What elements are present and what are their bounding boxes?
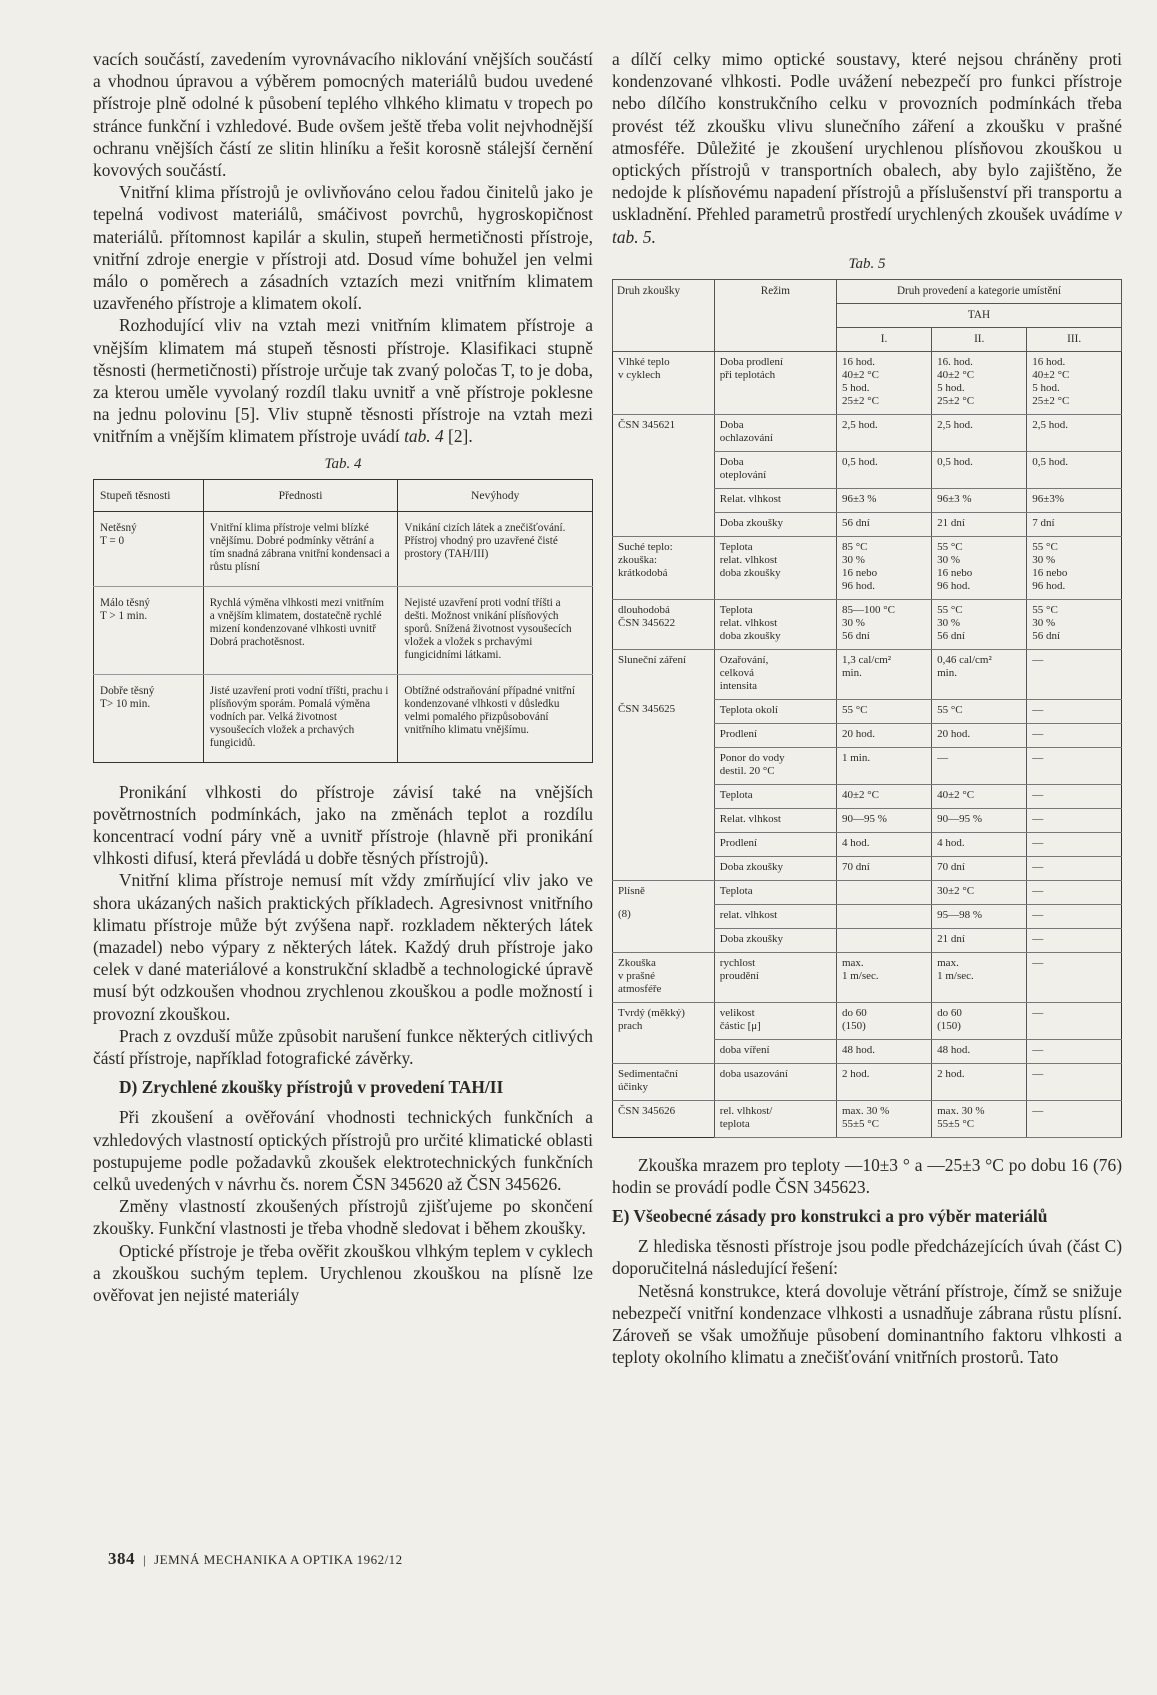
table-cell: (8) [618, 908, 631, 921]
table-cell: relat. vlhkost [714, 904, 836, 928]
table-row [94, 674, 593, 762]
table-cell [836, 928, 931, 952]
table-cell: Sedimentační účinky [613, 1063, 715, 1100]
paragraph: Pronikání vlhkosti do přístroje závisí také na vnějších povětrnostních podmínkách, jako na změnách teplot a rozdílu koncentrací vodní páry vně a uvnitř přístroje (hlavně při pronikání vlhkosti difusí, která převládá u dobře těsných přístrojů). [93, 781, 593, 869]
table-row [613, 1063, 1122, 1100]
table-cell [613, 808, 715, 832]
table-cell: Jisté uzavření proti vodní tříšti, prachu i plísňovým sporám. Pomalá výměna vodních par. Velká životnost vysoušecích vložek a prchavých fungicidů. [203, 674, 398, 762]
table-row [613, 1002, 1122, 1039]
paragraph-text: a dílčí celky mimo optické soustavy, které nejsou chráněny proti kondenzované vlhkosti. Podle uvážení nebezpečí pro funkci přístroje nebo dílčího konstrukčního celku v provozních podmínkách třeba provést též zkoušku vlivu slunečního záření a zkoušku v prašné atmosféře. Důležité je zkoušení urychlenou plísňovou zkouškou u optických přístrojů v transportních obalech, aby bylo zajištěno, že nedojde k plísňovému napadení přístrojů a příslušenství při transportu a uskladnění. Přehled parametrů prostředí urychlených zkoušek uvádíme [612, 49, 1122, 225]
paragraph: Vnitřní klima přístroje nemusí mít vždy zmírňující vliv jako ve shora ukázaných našich praktických příkladech. Agresivnost vnitřního klimatu přístroje může být zvýšena např. rozkladem některých látek (mazadel) nebo výpary z některých látek. Každý druh přístroje jako celek v dané materiálové a konstrukční skladbě a technologické úpravě musí být odzkoušen vhodnou zrychlenou zkouškou a podle možností i provozní zkouškou. [93, 870, 593, 1024]
table-row [613, 1100, 1122, 1137]
table-row [613, 856, 1122, 880]
table-cell: 70 dní [836, 856, 931, 880]
table-cell: Vnitřní klima přístroje velmi blízké vnějšímu. Dobré podmínky větrání a tím snadná zábrana vnitřní kondensaci a růstu plísní [203, 511, 398, 586]
table-cell: — [1027, 699, 1122, 723]
table-row [613, 904, 1122, 928]
table-cell: max. 30 % 55±5 °C [932, 1100, 1027, 1137]
table-row [613, 784, 1122, 808]
table-cell: 55 °C 30 % 16 nebo 96 hod. [932, 536, 1027, 599]
table-cell: 40±2 °C [932, 784, 1027, 808]
table-cell: Prodlení [714, 723, 836, 747]
table-cell: 16 hod. 40±2 °C 5 hod. 25±2 °C [836, 351, 931, 414]
table-cell: 85 °C 30 % 16 nebo 96 hod. [836, 536, 931, 599]
table-cell: max. 1 m/sec. [932, 952, 1027, 1002]
table-cell: Relat. vlhkost [714, 488, 836, 512]
table-cell: 48 hod. [932, 1039, 1027, 1063]
table-cell: Rychlá výměna vlhkosti mezi vnitřním a vnějším klimatem, dostatečně rychlé mizení kondenzované vlhkosti uvnitř Dobrá prachotěsnost. [203, 586, 398, 674]
table-cell: ČSN 345621 [613, 414, 715, 451]
table-cell: — [932, 747, 1027, 784]
table-cell: Suché teplo: zkouška: krátkodobá [613, 536, 715, 599]
table-caption: Tab. 4 [324, 455, 362, 472]
table-cell: — [1027, 928, 1122, 952]
table-cell: Doba ochlazování [714, 414, 836, 451]
table-cell: Teplota [714, 784, 836, 808]
table-cell: 2 hod. [836, 1063, 931, 1100]
paragraph [93, 314, 593, 447]
section-heading: D) Zrychlené zkoušky přístrojů v provedení TAH/II [119, 1077, 504, 1098]
table-cell [836, 904, 931, 928]
table-cell: do 60 (150) [836, 1002, 931, 1039]
table-cell: 0,5 hod. [1027, 451, 1122, 488]
table-cell: Doba zkoušky [714, 512, 836, 536]
column-header: Druh provedení a kategorie umístění [836, 279, 1121, 303]
table-row [613, 451, 1122, 488]
table-cell: Doba oteplování [714, 451, 836, 488]
table-cell: Tvrdý (měkký) prach [613, 1002, 715, 1039]
table-cell: — [1027, 1100, 1122, 1137]
table-cell: 21 dní [932, 512, 1027, 536]
table-cell: Doba zkoušky [714, 928, 836, 952]
table-cell: 1 min. [836, 747, 931, 784]
table-cell: 96±3% [1027, 488, 1122, 512]
table-4 [93, 479, 593, 763]
table-cell: Zkouška v prašné atmosféře [613, 952, 715, 1002]
table-cell: 2,5 hod. [932, 414, 1027, 451]
table-5 [612, 279, 1122, 1138]
table-cell: Dobře těsný T> 10 min. [100, 684, 155, 710]
table-cell: 55 °C 30 % 16 nebo 96 hod. [1027, 536, 1122, 599]
paragraph: Optické přístroje je třeba ověřit zkouškou vlhkým teplem v cyklech a zkouškou suchým teplem. Urychlenou zkouškou na plísně lze ověřovat jen nejisté materiály [93, 1240, 593, 1305]
table-row [613, 512, 1122, 536]
table-row [613, 649, 1122, 699]
table-cell: 48 hod. [836, 1039, 931, 1063]
table-reference: tab. 4 [404, 426, 444, 447]
table-row [613, 1039, 1122, 1063]
table-cell: — [1027, 832, 1122, 856]
paragraph: Z hlediska těsnosti přístroje jsou podle předcházejících úvah (část C) doporučitelná následující řešení: [612, 1236, 1122, 1279]
table-row [613, 414, 1122, 451]
table-cell: 1,3 cal/cm² min. [836, 649, 931, 699]
table-cell [613, 747, 715, 784]
table-cell: Obtížné odstraňování případné vnitřní kondenzované vlhkosti v důsledku velmi pomalého přizpůsobování vnitřního klimatu vnějšímu. [398, 674, 593, 762]
table-cell: Relat. vlhkost [714, 808, 836, 832]
column-header: I. [836, 327, 931, 351]
table-cell: rychlost proudění [714, 952, 836, 1002]
table-cell [613, 1039, 715, 1063]
table-cell [613, 512, 715, 536]
table-cell: Nejisté uzavření proti vodní tříšti a dešti. Možnost vnikání plísňových sporů. Snížená životnost vysoušecích vložek a vložek s prchavými fungicidními látkami. [398, 586, 593, 674]
table-cell [836, 880, 931, 904]
table-cell: doba víření [714, 1039, 836, 1063]
table-row [613, 351, 1122, 414]
table-cell: 96±3 % [836, 488, 931, 512]
table-cell: ČSN 345625 [618, 703, 676, 716]
table-row [613, 488, 1122, 512]
table-cell: 0,5 hod. [836, 451, 931, 488]
table-cell: 4 hod. [836, 832, 931, 856]
table-caption: Tab. 5 [848, 255, 886, 272]
journal-name: JEMNÁ MECHANIKA A OPTIKA 1962/12 [154, 1552, 403, 1567]
table-cell: — [1027, 856, 1122, 880]
table-cell [613, 928, 715, 952]
table-cell: — [1027, 649, 1122, 699]
paragraph: Změny vlastností zkoušených přístrojů zjišťujeme po skončení zkoušky. Funkční vlastnosti je třeba vhodně sledovat i během zkoušky. [93, 1196, 593, 1239]
table-cell: Teplota relat. vlhkost doba zkoušky [714, 536, 836, 599]
table-row [613, 536, 1122, 599]
page-footer: 384 | JEMNÁ MECHANIKA A OPTIKA 1962/12 [108, 1549, 403, 1568]
page-number: 384 [108, 1549, 135, 1568]
left-column [93, 48, 593, 1306]
table-cell: Sluneční záření [613, 649, 715, 699]
table-cell [613, 451, 715, 488]
table-cell: — [1027, 784, 1122, 808]
table-cell: dlouhodobá ČSN 345622 [613, 599, 715, 649]
table-cell: Teplota okolí [714, 699, 836, 723]
table-cell: 7 dní [1027, 512, 1122, 536]
table-cell: max. 1 m/sec. [836, 952, 931, 1002]
table-cell: 95—98 % [932, 904, 1027, 928]
paragraph [612, 48, 1122, 248]
table-row [613, 880, 1122, 904]
table-cell: max. 30 % 55±5 °C [836, 1100, 931, 1137]
table-cell: 96±3 % [932, 488, 1027, 512]
table-cell: — [1027, 723, 1122, 747]
table-cell: 16 hod. 40±2 °C 5 hod. 25±2 °C [1027, 351, 1122, 414]
section-heading: E) Všeobecné zásady pro konstrukci a pro výběr materiálů [612, 1206, 1048, 1227]
table-cell: doba usazování [714, 1063, 836, 1100]
table-cell: 56 dní [836, 512, 931, 536]
table-row [613, 832, 1122, 856]
table-row [613, 723, 1122, 747]
table-cell: 55 °C 30 % 56 dní [932, 599, 1027, 649]
table-cell: ČSN 345626 [613, 1100, 715, 1137]
table-cell: 40±2 °C [836, 784, 931, 808]
table-cell: Prodlení [714, 832, 836, 856]
paragraph-text: Rozhodující vliv na vztah mezi vnitřním klimatem přístroje a vnějším klimatem má stupeň těsnosti přístroje. Klasifikaci stupně těsnosti (hermetičnosti) přístroje určuje tak zvaný poločas T, to je doba, za kterou uměle vyvolaný rozdíl tlaku uvnitř a vně přístroje poklesne na jednu polovinu [5]. Vliv stupně těsnosti přístroje na vztah mezi vnitřním a vnějším klimatem přístroje uvádí [93, 315, 593, 447]
table-cell: 90—95 % [836, 808, 931, 832]
paragraph: Zkouška mrazem pro teploty —10±3 ° a —25±3 °C po dobu 16 (76) hodin se provádí podle ČSN 345623. [612, 1154, 1122, 1198]
table-cell: Vnikání cizích látek a znečišťování. Přístroj vhodný pro uzavřené čisté prostory (TAH/III) [398, 511, 593, 586]
column-header: Druh zkoušky [613, 279, 715, 351]
table-cell: — [1027, 880, 1122, 904]
table-cell [613, 723, 715, 747]
table-cell: 20 hod. [836, 723, 931, 747]
column-header: II. [932, 327, 1027, 351]
table-cell: 16. hod. 40±2 °C 5 hod. 25±2 °C [932, 351, 1027, 414]
table-cell: 21 dní [932, 928, 1027, 952]
table-cell [613, 784, 715, 808]
table-cell: 90—95 % [932, 808, 1027, 832]
table-cell [613, 856, 715, 880]
table-cell: 4 hod. [932, 832, 1027, 856]
column-header: Nevýhody [398, 479, 593, 511]
table-cell [613, 832, 715, 856]
table-cell: Netěsný T = 0 [94, 511, 204, 586]
table-row [613, 928, 1122, 952]
table-cell: Teplota relat. vlhkost doba zkoušky [714, 599, 836, 649]
table-cell: — [1027, 747, 1122, 784]
table-cell: — [1027, 1039, 1122, 1063]
table-cell: 55 °C [932, 699, 1027, 723]
table-cell: — [1027, 1063, 1122, 1100]
paragraph: Netěsná konstrukce, která dovoluje větrání přístroje, čímž se snižuje nebezpečí vnitřní kondenzace vlhkosti a usnadňuje zábrana růstu plísní. Zároveň se však umožňuje působení dominantního faktoru vlhkosti a teploty okolního klimatu a znečišťování vnitřních prostorů. Tato [612, 1280, 1122, 1368]
table-cell: 55 °C 30 % 56 dní [1027, 599, 1122, 649]
table-row [613, 699, 1122, 723]
table-cell: 30±2 °C [932, 880, 1027, 904]
paragraph: Vnitřní klima přístrojů je ovlivňováno celou řadou činitelů jako je tepelná vodivost materiálů, smáčivost povrchů, hygroskopičnost materiálů. přítomnost kapilár a skulin, stupeň hermetičnosti přístroje, vnitřní zdroje energie v přístroji atd. Dosud víme bohužel jen velmi málo o poměrech a zásadních vztazích mezi vnitřním klimatem uzavřeného přístroje a klimatem okolí. [93, 182, 593, 314]
table-cell: 55 °C [836, 699, 931, 723]
column-header: TAH [836, 303, 1121, 327]
table-cell: — [1027, 952, 1122, 1002]
paragraph: Při zkoušení a ověřování vhodnosti technických funkčních a vzhledových vlastností optických přístrojů pro určité klimatické oblasti postupujeme podle požadavků zkoušek elektrotechnických funkčních celků uvedených v návrhu čs. norem ČSN 345620 až ČSN 345626. [93, 1107, 593, 1194]
column-header: Režim [714, 279, 836, 351]
citation: [2]. [448, 426, 473, 447]
table-cell: do 60 (150) [932, 1002, 1027, 1039]
table-cell: 70 dní [932, 856, 1027, 880]
table-cell: 0,5 hod. [932, 451, 1027, 488]
table-cell: 20 hod. [932, 723, 1027, 747]
table-cell: 85—100 °C 30 % 56 dní [836, 599, 931, 649]
table-cell: Doba zkoušky [714, 856, 836, 880]
right-column [612, 48, 1122, 1368]
column-header: Přednosti [203, 479, 398, 511]
table-cell: rel. vlhkost/ teplota [714, 1100, 836, 1137]
table-reference: v tab. 5. [612, 204, 1122, 247]
table-cell: Doba prodlení při teplotách [714, 351, 836, 414]
column-header: Stupeň těsnosti [94, 479, 204, 511]
table-cell: — [1027, 1002, 1122, 1039]
table-row [613, 747, 1122, 784]
table-cell: Teplota [714, 880, 836, 904]
table-cell: 0,46 cal/cm² min. [932, 649, 1027, 699]
table-cell: velikost částic [μ] [714, 1002, 836, 1039]
paragraph: vacích součástí, zavedením vyrovnávacího niklování vnějších součástí a vhodnou úpravou a výběrem pomocných materiálů budou uvedené přístroje plně odolné k působení teplého vlhkého klimatu v tropech po stránce funkční i vzhledové. Bude ovšem ještě třeba volit nejvhodnější ochranu vnějších částí ze slitin hliníku a řešit korosně stálejší černění kovových součástí. [93, 49, 593, 181]
table-row [613, 599, 1122, 649]
table-cell: — [1027, 808, 1122, 832]
table-cell: Ozařování, celková intensita [714, 649, 836, 699]
table-row [94, 511, 593, 586]
table-row [613, 952, 1122, 1002]
table-cell: Vlhké teplo v cyklech [618, 355, 670, 381]
table-cell [613, 488, 715, 512]
table-cell: Plísně [613, 880, 715, 904]
table-cell: Málo těsný T > 1 min. [94, 586, 204, 674]
paragraph: Prach z ovzduší může způsobit narušení funkce některých citlivých částí přístroje, například fotografické závěrky. [93, 1025, 593, 1069]
table-row [94, 586, 593, 674]
table-cell: — [1027, 904, 1122, 928]
table-cell: 2,5 hod. [1027, 414, 1122, 451]
column-header: III. [1027, 327, 1122, 351]
table-row [613, 808, 1122, 832]
table-cell: Ponor do vody destil. 20 °C [714, 747, 836, 784]
table-cell: 2,5 hod. [836, 414, 931, 451]
table-cell: 2 hod. [932, 1063, 1027, 1100]
